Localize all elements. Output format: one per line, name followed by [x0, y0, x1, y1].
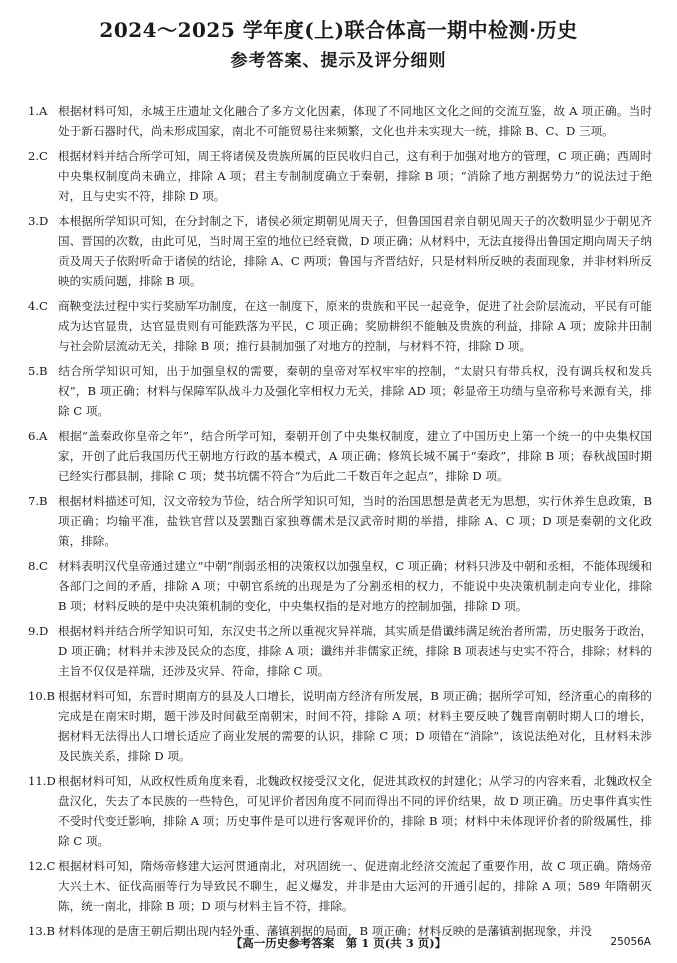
answer-text: 材料表明汉代皇帝通过建立“中朝”削弱丞相的决策权以加强皇权，C 项正确；材料只涉及中朝和丞相，不能体现缓和各部门之间的矛盾，排除 A 项；中朝官系统的出现是为了分割丞相的权力，不能说中央决策机制走向专业化，排除 B 项；材料反映的是中央决策机制的变化，中央集权指的是对地方的控制加强，排除 D 项。 [58, 559, 652, 613]
answer-item [28, 686, 652, 766]
answer-item [28, 101, 652, 141]
answer-text: 根据材料并结合所学知识可知，东汉史书之所以重视灾异祥瑞，其实质是借谶纬满足统治者所需，历史服务于政治，D 项正确；材料并未涉及民众的态度，排除 A 项；谶纬并非儒家正统，排除 B 项表述与史实不符合，排除；材料的主旨不仅仅是祥瑞，还涉及灾异、符命，排除 C 项。 [58, 624, 652, 678]
page-footer [0, 935, 677, 951]
answer-item [28, 556, 652, 616]
answer-item [28, 771, 652, 851]
page-title: 2024～2025 学年度(上)联合体高一期中检测·历史 [99, 18, 578, 42]
answer-item [28, 856, 652, 916]
answer-text: 根据材料可知，从政权性质角度来看，北魏政权接受汉文化，促进其政权的封建化；从学习的内容来看，北魏政权全盘汉化，失去了本民族的一些特色，可见评价者因角度不同而得出不同的评价结果，故 D 项正确。历史事件真实性不受时代变迁影响，排除 A 项；历史事件是可以进行客观评价的，排除 B 项；材料中未体现评价者的阶级属性，排除 C 项。 [58, 774, 652, 848]
answer-list [28, 101, 652, 946]
answer-item [28, 146, 652, 206]
answer-item [28, 621, 652, 681]
answer-item [28, 296, 652, 356]
answer-number: 3.D [28, 214, 49, 228]
answer-text: 根据材料描述可知，汉文帝较为节俭，结合所学知识可知，当时的治国思想是黄老无为思想，实行休养生息政策，B 项正确；均输平准，盐铁官营以及罢黜百家独尊儒术是汉武帝时期的举措，排除 A、C 项；D 项是秦朝的文化政策，排除。 [58, 494, 652, 548]
answer-number: 11.D [28, 774, 56, 788]
answer-text: 根据材料并结合所学可知，周王将诸侯及贵族所属的臣民收归自己，这有利于加强对地方的管理，C 项正确；西周时中央集权制度尚未确立，排除 A 项；君主专制制度确立于秦朝，排除 B 项；“消除了地方割据势力”的说法过于绝对，且与史实不符，排除 D 项。 [58, 149, 652, 203]
answer-text: 本根据所学知识可知，在分封制之下，诸侯必须定期朝见周天子，但鲁国国君亲自朝见周天子的次数明显少于朝见齐国、晋国的次数，由此可见，当时周王室的地位已经衰微，D 项正确；从材料中，无法直接得出鲁国定期向周天子纳贡及周天子依附听命于诸侯的结论，排除 A、C 两项；鲁国与齐晋结好，只是材料所反映的表面现象，并非材料所反映的实质问题，排除 B 项。 [58, 214, 652, 288]
answer-text: 商鞅变法过程中实行奖励军功制度，在这一制度下，原来的贵族和平民一起竞争，促进了社会阶层流动，平民有可能成为达官显贵，达官显贵则有可能跌落为平民，C 项正确；奖励耕织不能触及贵族的利益，排除 A 项；废除井田制与社会阶层流动无关，排除 B 项；推行县制加强了对地方的控制，与材料不符，排除 D 项。 [58, 299, 652, 353]
answer-text: 材料体现的是唐王朝后期出现内轻外重、藩镇割据的局面，B 项正确；材料反映的是藩镇割据现象，并没 [58, 924, 592, 938]
answer-number: 12.C [28, 859, 56, 873]
answer-text: 根据材料可知，永城王庄遗址文化融合了多方文化因素，体现了不同地区文化之间的交流互鉴，故 A 项正确。当时处于新石器时代，尚未形成国家，南北不可能贸易往来频繁，文化也并未实现大一统，排除 B、C、D 三项。 [58, 104, 652, 138]
answer-item [28, 361, 652, 421]
answer-number: 5.B [28, 364, 48, 378]
answer-number: 8.C [28, 559, 48, 573]
document-code: 25056A [610, 936, 651, 948]
answer-number: 6.A [28, 429, 48, 443]
page-subtitle: 参考答案、提示及评分细则 [230, 51, 447, 71]
answer-number: 1.A [28, 104, 48, 118]
answer-number: 9.D [28, 624, 49, 638]
answer-text: 结合所学知识可知，出于加强皇权的需要，秦朝的皇帝对军权牢牢的控制，“太尉只有带兵权，没有调兵权和发兵权”，B 项正确；材料与保障军队战斗力及强化宰相权力无关，排除 AD 项；彰显帝王功绩与皇帝称号来源有关，排除 C 项。 [58, 364, 652, 418]
answer-item [28, 491, 652, 551]
page-number-label: 【高一历史参考答案 第 1 页(共 3 页)】 [230, 936, 447, 950]
answer-text: 根据材料可知，东晋时期南方的县及人口增长，说明南方经济有所发展，B 项正确；据所学可知，经济重心的南移的完成是在南宋时期，题干涉及时间截至南朝宋，时间不符，排除 A 项；材料主要反映了魏晋南朝时期人口的增长，据材料无法得出人口增长适应了商业发展的需要的认识，排除 C 项；D 项错在“消除”，该说法绝对化，且材料未涉及民族关系，排除 D 项。 [58, 689, 652, 763]
answer-number: 2.C [28, 149, 48, 163]
answer-number: 4.C [28, 299, 48, 313]
answer-item [28, 211, 652, 291]
answer-text: 根据材料可知，隋炀帝修建大运河贯通南北，对巩固统一、促进南北经济交流起了重要作用，故 C 项正确。隋炀帝大兴土木、征伐高丽等行为导致民不聊生，起义爆发，并非是由大运河的开通引起的，排除 A 项；589 年隋朝灭陈，统一南北，排除 B 项；D 项与材料主旨不符，排除。 [58, 859, 652, 913]
answer-text: 根据“盖秦政你皇帝之年”，结合所学可知，秦朝开创了中央集权制度，建立了中国历史上第一个统一的中央集权国家，开创了此后我国历代王朝地方行政的基本模式，A 项正确；修筑长城不属于“秦政”，排除 B 项；春秋战国时期已经实行郡县制，排除 C 项；焚书坑儒不符合“为后此二千数百年之起点”，排除 D 项。 [58, 429, 652, 483]
answer-number: 10.B [28, 689, 55, 703]
answer-number: 7.B [28, 494, 48, 508]
answer-item [28, 426, 652, 486]
answer-number: 13.B [28, 924, 55, 938]
